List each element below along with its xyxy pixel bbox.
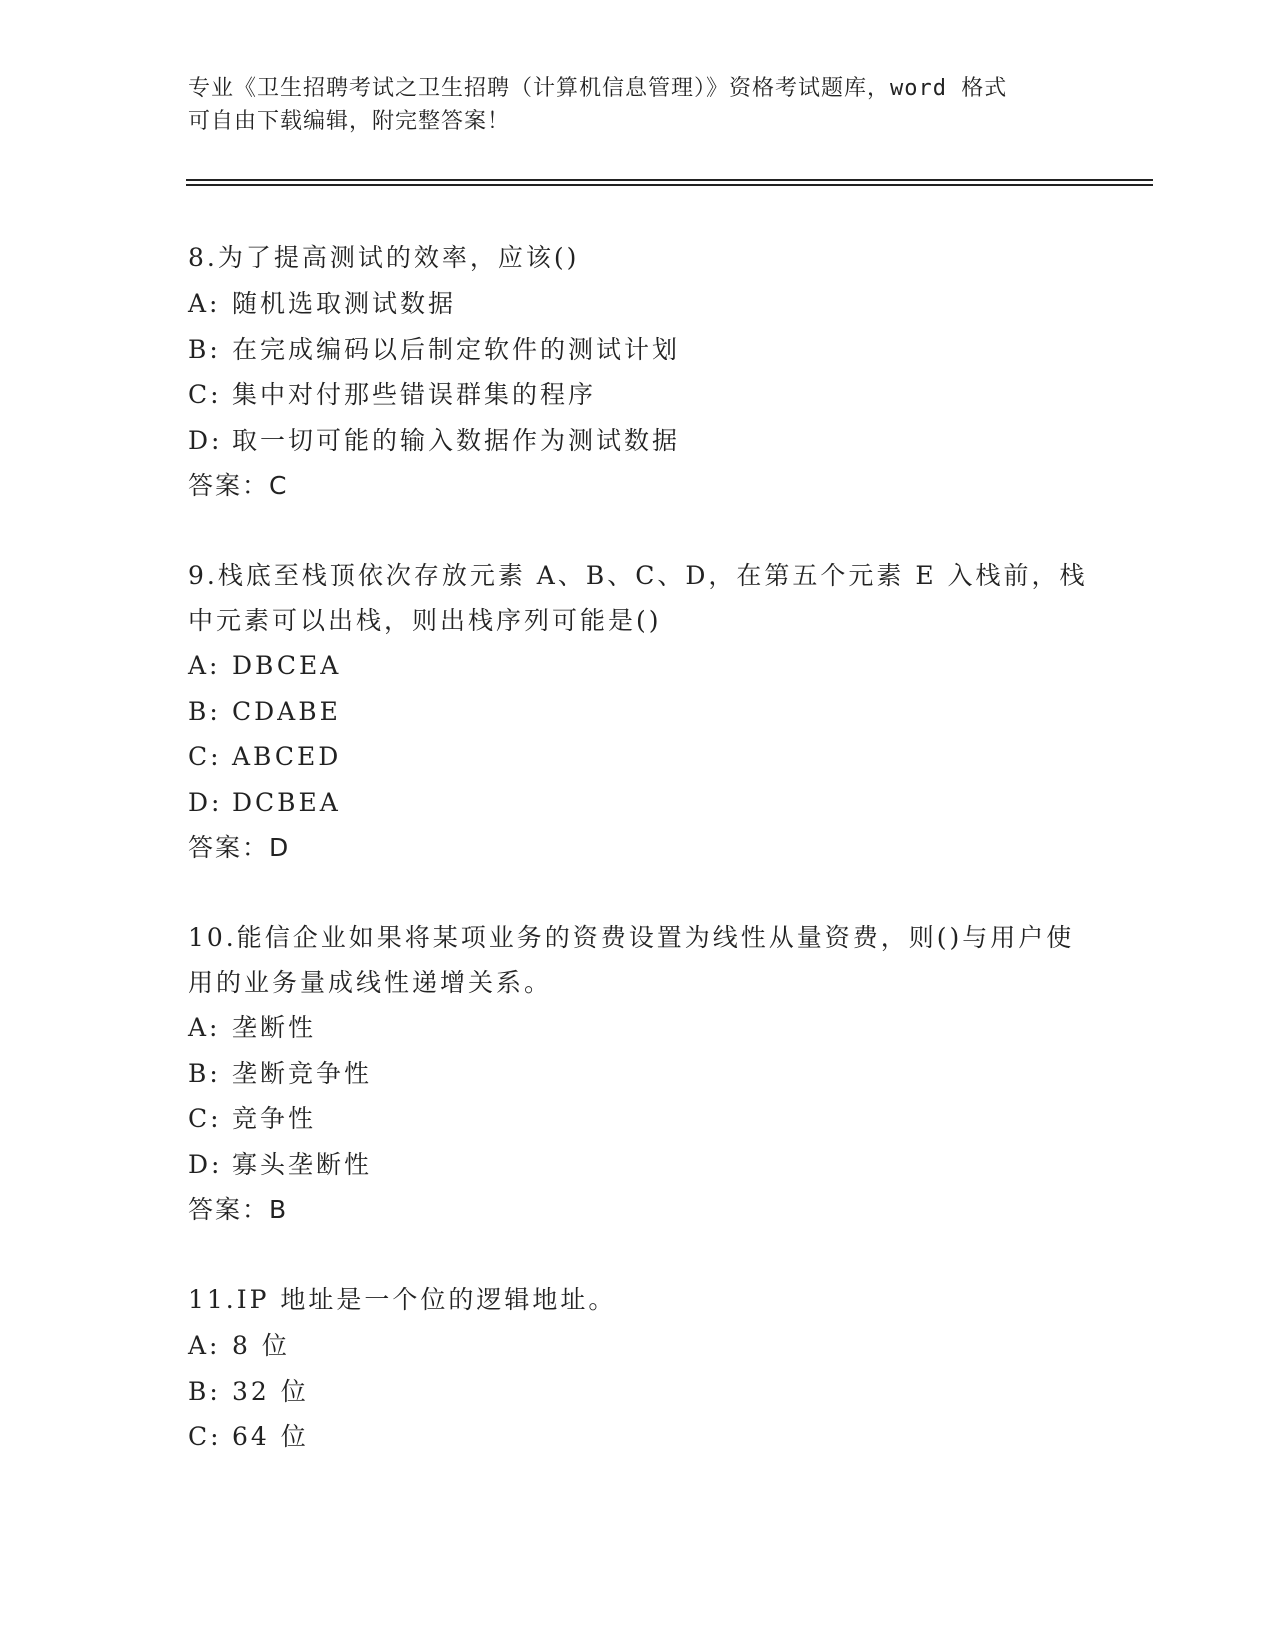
option-a: [188, 643, 1088, 689]
question-list: [188, 235, 1088, 1460]
option-letter: A:: [188, 1331, 221, 1360]
option-letter: A:: [188, 1013, 221, 1042]
option-c: [188, 372, 1088, 418]
option-letter: C:: [188, 1422, 222, 1451]
option-b: [188, 1051, 1088, 1097]
option-letter: B:: [188, 1058, 221, 1088]
answer: 答案：B: [188, 1195, 289, 1224]
option-text: 32 位: [232, 1376, 309, 1406]
option-text: DBCEA: [232, 651, 342, 680]
option-text: CDABE: [232, 696, 341, 726]
option-d: [188, 780, 1088, 826]
question-10: [188, 915, 1088, 1232]
option-b: [188, 327, 1088, 373]
option-b: [188, 1369, 1088, 1415]
header-line-2: 可自由下载编辑，附完整答案！: [188, 109, 511, 134]
option-text: 8 位: [232, 1331, 290, 1360]
question-11: [188, 1277, 1088, 1460]
option-text: 垄断性: [232, 1013, 317, 1042]
option-text: 垄断竞争性: [232, 1058, 373, 1088]
option-letter: C:: [188, 1104, 222, 1133]
option-b: [188, 689, 1088, 735]
option-letter: B:: [188, 1376, 221, 1406]
option-d: [188, 418, 1088, 464]
option-d: [188, 1142, 1088, 1188]
option-letter: A:: [188, 289, 221, 318]
option-letter: D:: [188, 1149, 223, 1179]
option-letter: C:: [188, 380, 222, 409]
question-stem: 8.为了提高测试的效率，应该(): [188, 243, 580, 272]
header-divider-top: [186, 179, 1153, 181]
option-letter: B:: [188, 696, 221, 726]
option-text: ABCED: [232, 742, 342, 771]
spacer: [188, 870, 1088, 915]
question-stem: 9.栈底至栈顶依次存放元素 A、B、C、D，在第五个元素 E 入栈前，栈中元素可以出栈，则出栈序列可能是(): [188, 561, 1088, 635]
option-a: [188, 281, 1088, 327]
answer: 答案：D: [188, 833, 291, 862]
option-a: [188, 1323, 1088, 1369]
option-c: [188, 1414, 1088, 1460]
option-text: DCBEA: [232, 787, 341, 817]
answer: 答案：C: [188, 471, 289, 500]
option-text: 64 位: [232, 1422, 309, 1451]
option-text: 在完成编码以后制定软件的测试计划: [232, 334, 681, 364]
option-letter: C:: [188, 742, 222, 771]
option-text: 随机选取测试数据: [232, 289, 457, 318]
option-letter: A:: [188, 651, 221, 680]
option-letter: D:: [188, 425, 223, 455]
question-stem: 11.IP 地址是一个位的逻辑地址。: [188, 1285, 617, 1314]
option-a: [188, 1005, 1088, 1051]
option-text: 寡头垄断性: [232, 1149, 373, 1179]
option-text: 取一切可能的输入数据作为测试数据: [232, 425, 681, 455]
question-stem: 10.能信企业如果将某项业务的资费设置为线性从量资费，则()与用户使用的业务量成线性递增关系。: [188, 923, 1075, 997]
header-line-1: 专业《卫生招聘考试之卫生招聘（计算机信息管理）》资格考试题库，word 格式: [188, 76, 1008, 101]
spacer: [188, 1232, 1088, 1277]
option-letter: B:: [188, 334, 221, 364]
option-text: 集中对付那些错误群集的程序: [232, 380, 597, 409]
question-9: [188, 553, 1088, 870]
option-c: [188, 734, 1088, 780]
option-letter: D:: [188, 787, 223, 817]
option-text: 竞争性: [232, 1104, 317, 1133]
header-divider-bottom: [186, 184, 1153, 186]
option-c: [188, 1096, 1088, 1142]
document-header: [188, 72, 1068, 138]
question-8: [188, 235, 1088, 508]
spacer: [188, 508, 1088, 553]
